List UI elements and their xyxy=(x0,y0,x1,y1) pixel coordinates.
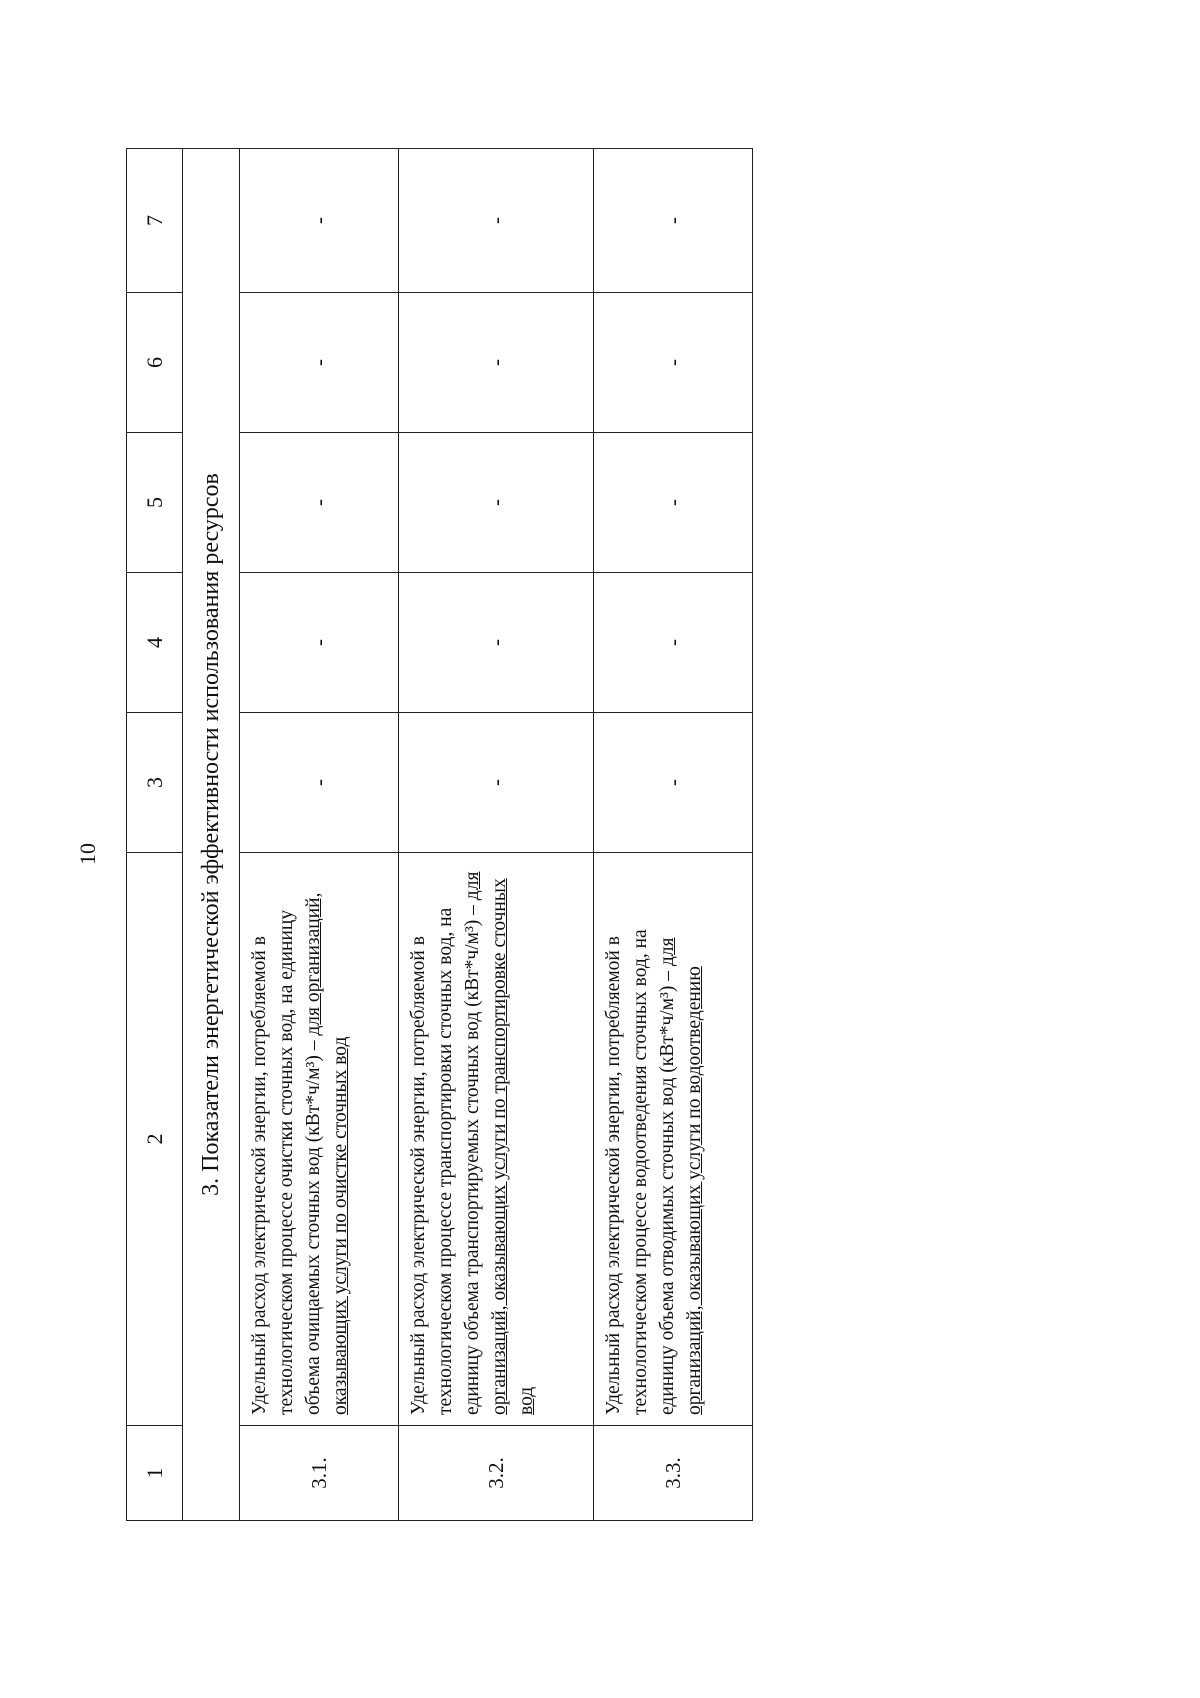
table-row xyxy=(398,149,593,1521)
table-row xyxy=(594,149,753,1521)
column-header: 7 xyxy=(127,149,183,293)
column-header: 3 xyxy=(127,713,183,853)
value-cell: - xyxy=(594,433,753,573)
table-row xyxy=(240,149,399,1521)
value-cell: - xyxy=(594,149,753,293)
value-cell: - xyxy=(240,293,399,433)
row-number: 3.1. xyxy=(240,1426,399,1521)
value-cell: - xyxy=(594,573,753,713)
table-header-row xyxy=(127,149,183,1521)
indicator-name xyxy=(594,853,753,1426)
column-header: 4 xyxy=(127,573,183,713)
indicator-scope: для организаций, оказывающих услуги по очистке сточных вод xyxy=(303,892,351,1415)
indicator-text: Удельный расход электрической энергии, потребляемой в технологическом процессе очистки сточных вод, на единицу объема очищаемых сточных вод (кВт*ч/м³) – xyxy=(249,909,324,1415)
section-row xyxy=(183,149,240,1521)
column-header: 6 xyxy=(127,293,183,433)
indicator-text: Удельный расход электрической энергии, потребляемой в технологическом процессе водоотведения сточных вод, на единицу объема отводимых сточных вод (кВт*ч/м³) – xyxy=(603,929,679,1415)
row-number: 3.3. xyxy=(594,1426,753,1521)
value-cell: - xyxy=(398,293,593,433)
section-title: 3. Показатели энергетической эффективности использования ресурсов xyxy=(183,149,240,1521)
value-cell: - xyxy=(594,293,753,433)
value-cell: - xyxy=(398,149,593,293)
value-cell: - xyxy=(240,713,399,853)
value-cell: - xyxy=(594,713,753,853)
indicator-text: Удельный расход электрической энергии, потребляемой в технологическом процессе транспортировки сточных вод, на единицу объема транспортируемых сточных вод (кВт*ч/м³) – xyxy=(407,900,483,1415)
column-header: 2 xyxy=(127,853,183,1426)
value-cell: - xyxy=(398,573,593,713)
value-cell: - xyxy=(398,433,593,573)
indicator-name xyxy=(240,853,399,1426)
row-number: 3.2. xyxy=(398,1426,593,1521)
indicator-scope: для организаций, оказывающих услуги по транспортировке сточных вод xyxy=(461,871,537,1415)
table-wrapper xyxy=(126,149,753,1521)
value-cell: - xyxy=(240,433,399,573)
value-cell: - xyxy=(398,713,593,853)
column-header: 5 xyxy=(127,433,183,573)
indicator-name xyxy=(398,853,593,1426)
page-number: 10 xyxy=(75,843,100,865)
indicators-table xyxy=(126,149,753,1521)
indicator-scope: для организаций, оказывающих услуги по водоотведению xyxy=(657,937,706,1415)
column-header: 1 xyxy=(127,1426,183,1521)
value-cell: - xyxy=(240,573,399,713)
value-cell: - xyxy=(240,149,399,293)
